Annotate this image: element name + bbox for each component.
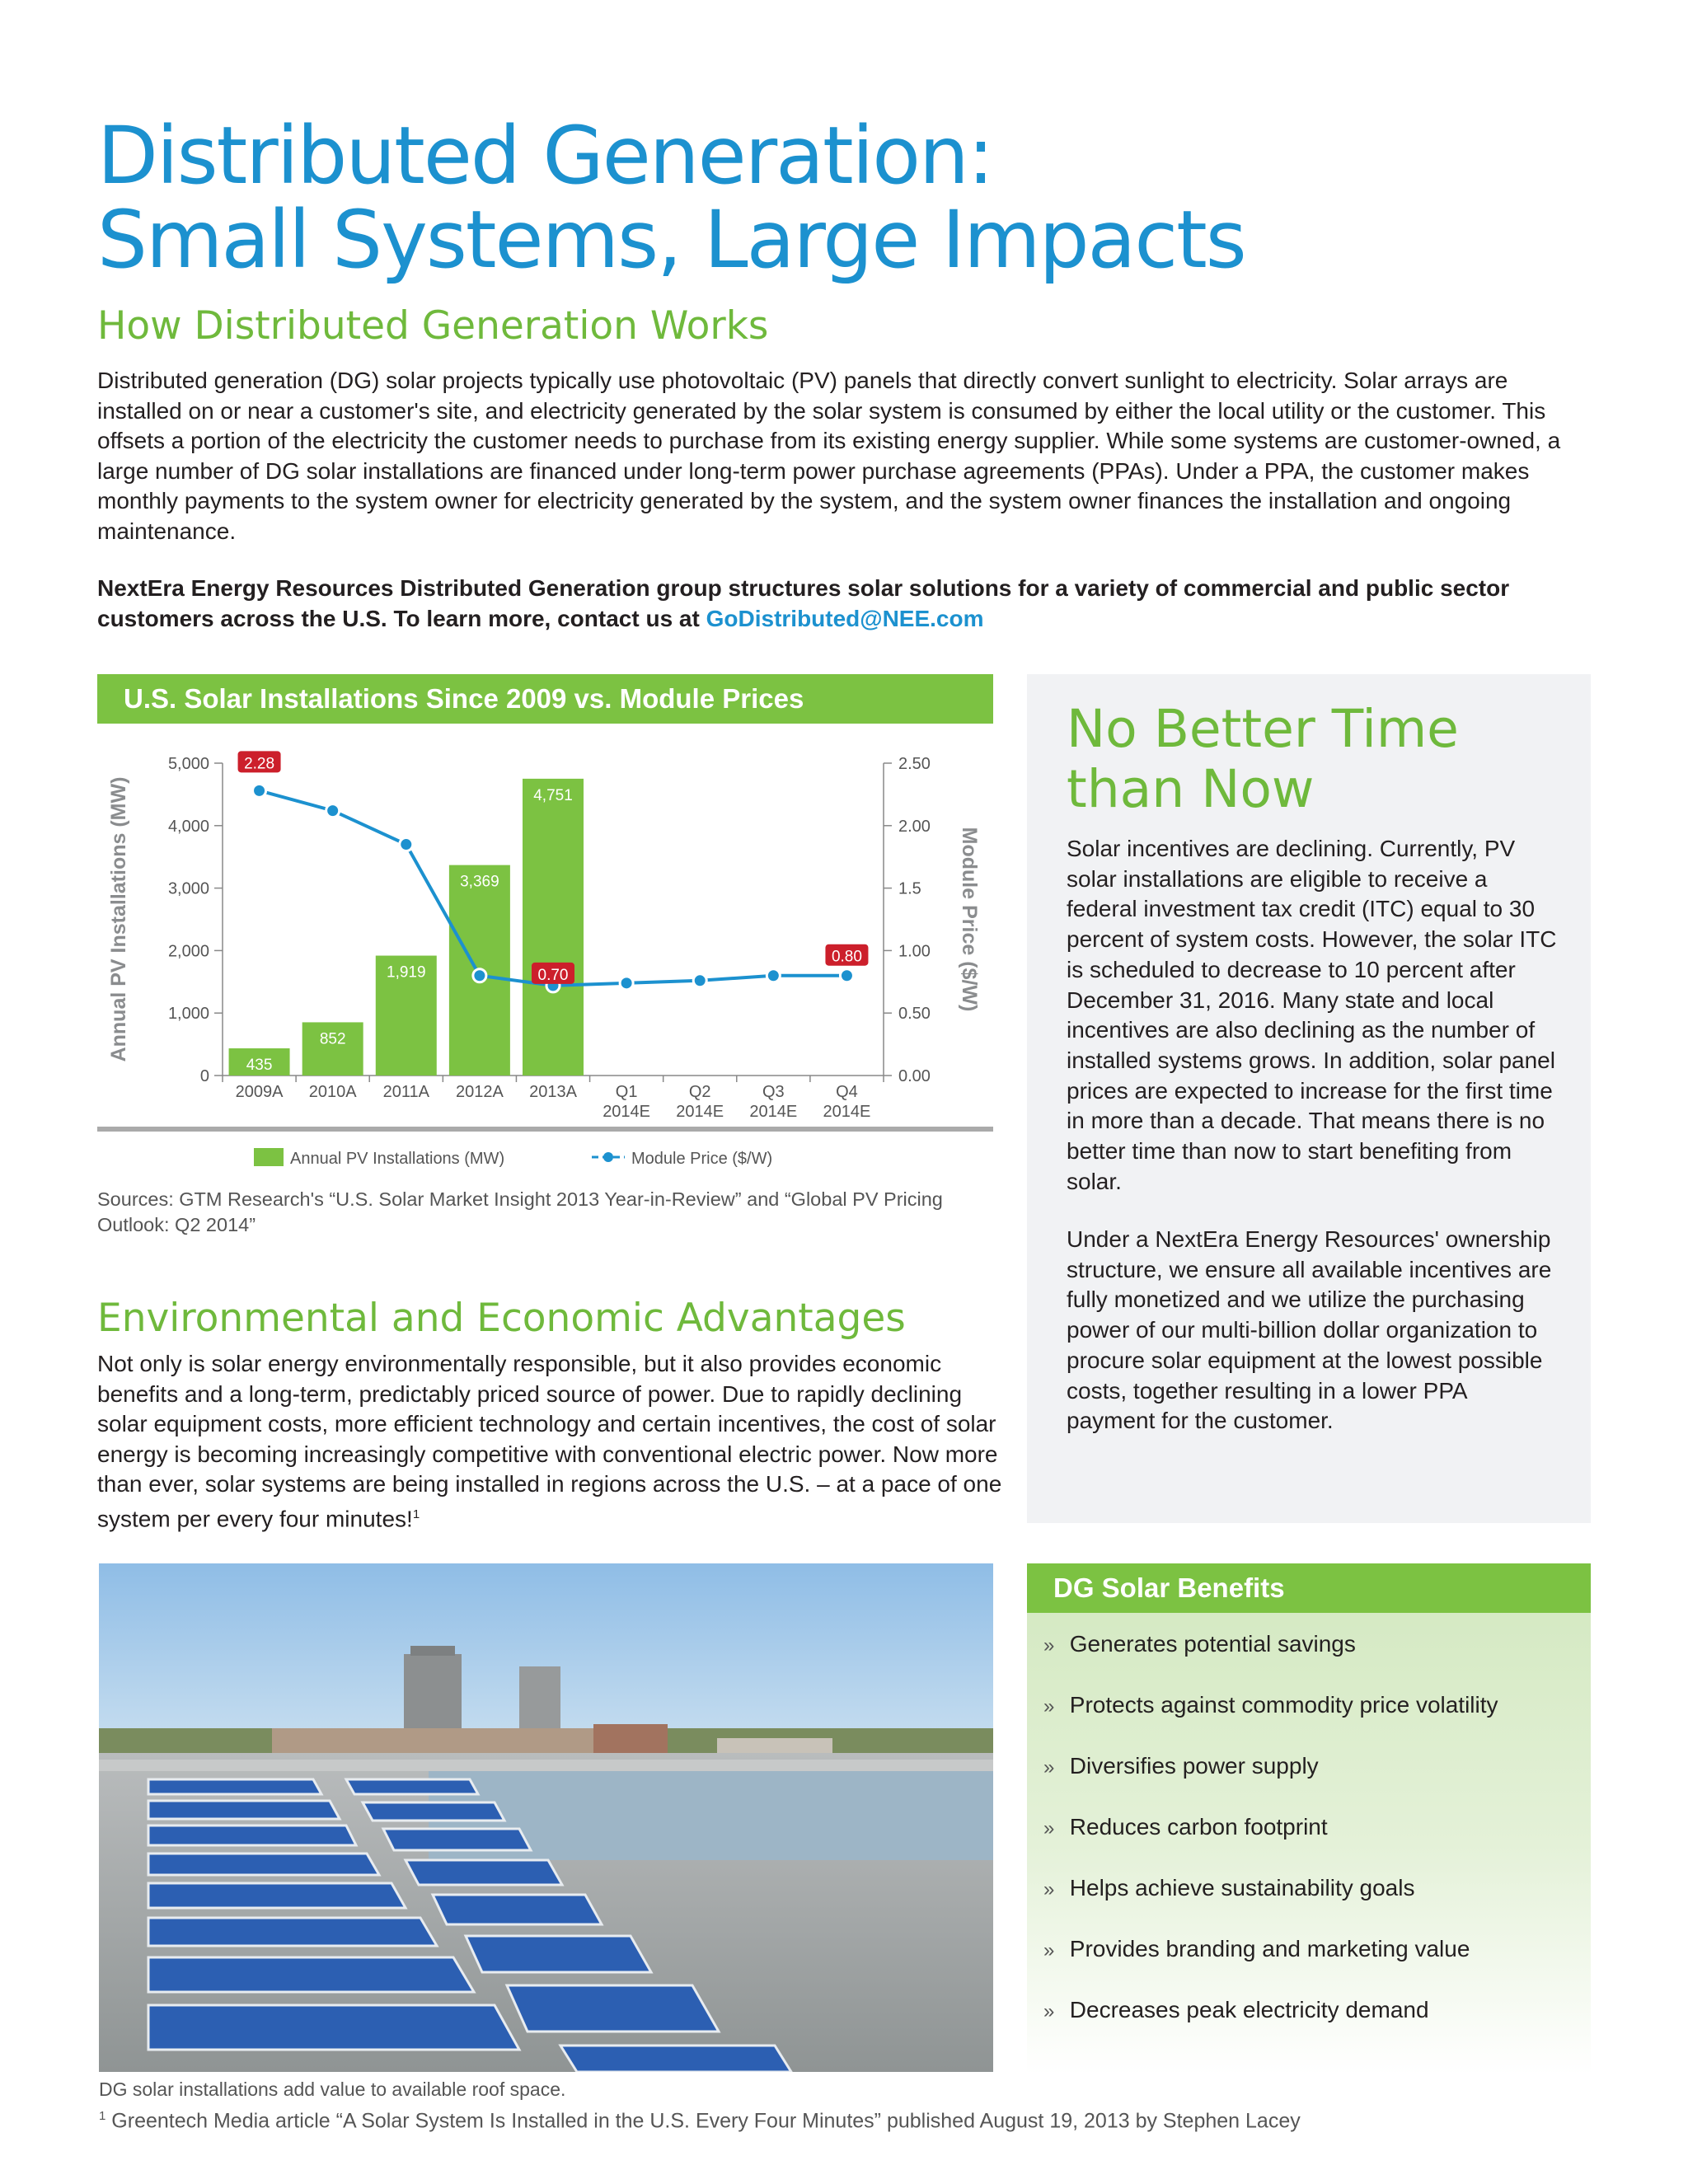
benefit-item: [1043, 1690, 1498, 1722]
installations-price-chart: [97, 725, 993, 1170]
legend-line-label: Module Price ($/W): [631, 1150, 773, 1168]
right-tick-label: 1.5: [898, 879, 921, 898]
bullet-icon: »: [1043, 1756, 1055, 1779]
price-point: [253, 784, 266, 797]
bullet-icon: »: [1043, 1878, 1055, 1900]
right-axis-title: Module Price ($/W): [958, 827, 981, 1012]
bar-value-label: 435: [246, 1057, 273, 1075]
legend-line-marker: [603, 1152, 613, 1162]
x-tick-label: 2012A: [455, 1083, 504, 1101]
bullet-icon: »: [1043, 1634, 1055, 1657]
bar-value-label: 852: [319, 1030, 346, 1048]
price-callout-label: 0.80: [831, 948, 862, 966]
benefit-item: [1043, 1812, 1328, 1844]
bullet-icon: »: [1043, 1817, 1055, 1840]
benefit-text: Decreases peak electricity demand: [1069, 1997, 1429, 2022]
page-title: [97, 110, 1245, 286]
right-tick-label: 1.00: [898, 942, 931, 961]
bullet-icon: »: [1043, 1695, 1055, 1718]
benefit-text: Generates potential savings: [1069, 1631, 1356, 1657]
benefit-item: [1043, 1934, 1470, 1966]
how-body: Distributed generation (DG) solar projects typically use photovoltaic (PV) panels that directly convert sunlight to electricity. Solar arrays are installed on or near a customer's site, and electricity generated by the solar system is consumed by either the local utility or the customer. This offsets a portion of the electricity the customer needs to purchase from its existing energy supplier. While some systems are customer-owned, a large number of DG solar installations are financed under long-term power purchase agreements (PPAs). Under a PPA, the customer makes monthly payments to the system owner for electricity generated by the system, and the system owner finances the installation and ongoing maintenance.: [97, 368, 1561, 544]
title-line-1: Distributed Generation:: [97, 110, 993, 202]
price-point: [767, 969, 780, 982]
chart-sources: Sources: GTM Research's “U.S. Solar Market Insight 2013 Year-in-Review” and “Global PV Pricing Outlook: Q2 2014”: [97, 1188, 943, 1235]
benefit-text: Protects against commodity price volatility: [1069, 1692, 1498, 1718]
benefits-panel: [1027, 1563, 1591, 2074]
env-heading: Environmental and Economic Advantages: [97, 1296, 906, 1341]
price-callout-label: 2.28: [244, 755, 275, 773]
installation-bar: [523, 779, 584, 1076]
left-tick-label: 1,000: [167, 1005, 209, 1024]
x-tick-label: 2009A: [235, 1083, 284, 1101]
env-footnote-mark: 1: [412, 1507, 420, 1521]
left-tick-label: 3,000: [167, 879, 209, 898]
footnote-text: Greentech Media article “A Solar System Is Installed in the U.S. Every Four Minutes” published August 19, 2013 by Stephen Lacey: [111, 2109, 1301, 2133]
legend-bar-label: Annual PV Installations (MW): [290, 1150, 505, 1168]
bar-value-label: 1,919: [387, 963, 426, 982]
right-tick-label: 2.50: [898, 755, 931, 773]
left-tick-label: 0: [199, 1067, 209, 1085]
left-axis-title: Annual PV Installations (MW): [107, 776, 130, 1062]
side-heading-line-1: No Better Time: [1067, 699, 1459, 759]
email-link[interactable]: GoDistributed@NEE.com: [706, 605, 984, 631]
x-tick-label: 2011A: [382, 1083, 429, 1101]
right-tick-label: 0.00: [898, 1067, 931, 1085]
x-tick-label: 2013A: [529, 1083, 577, 1101]
benefit-text: Reduces carbon footprint: [1069, 1814, 1328, 1840]
x-tick-label: Q1: [615, 1083, 638, 1101]
price-callout-label: 0.70: [537, 966, 569, 984]
side-paragraph-2: Under a NextEra Energy Resources' ownership structure, we ensure all available incentives are fully monetized and we utilize the purchasing power of our multi-billion dollar organization to procure solar equipment at the lowest possible costs, together resulting in a lower PPA payment for the customer.: [1067, 1226, 1552, 1434]
x-tick-label: 2014E: [749, 1103, 798, 1121]
price-point: [473, 969, 486, 982]
legend-bar-swatch: [254, 1148, 284, 1166]
x-tick-label: 2014E: [823, 1103, 871, 1121]
env-body-text: Not only is solar energy environmentally responsible, but it also provides economic benefits and a long-term, predictably priced source of power. Due to rapidly declining solar equipment costs, more efficient technology and certain incentives, the cost of solar energy is becoming increasingly competitive with conventional electric power. Now more than ever, solar systems are being installed in regions across the U.S. – at a pace of one system per every four minutes!: [97, 1351, 1002, 1531]
benefit-item: [1043, 1873, 1414, 1905]
side-heading-line-2: than Now: [1067, 759, 1315, 819]
bar-value-label: 4,751: [533, 786, 573, 804]
left-tick-label: 2,000: [167, 942, 209, 961]
x-tick-label: Q3: [762, 1083, 785, 1101]
x-tick-label: Q2: [688, 1083, 711, 1101]
x-tick-label: Q4: [836, 1083, 858, 1101]
benefit-text: Provides branding and marketing value: [1069, 1936, 1470, 1961]
price-point: [326, 804, 340, 818]
photo-caption: DG solar installations add value to available roof space.: [99, 2079, 566, 2100]
price-point: [620, 977, 633, 990]
benefit-text: Helps achieve sustainability goals: [1069, 1875, 1415, 1900]
contact-text: NextEra Energy Resources Distributed Generation group structures solar solutions for a variety of commercial and public sector customers across the U.S. To learn more, contact us at: [97, 575, 1510, 631]
benefit-item: [1043, 1995, 1429, 2027]
x-tick-label: 2014E: [603, 1103, 651, 1121]
right-tick-label: 2.00: [898, 817, 931, 836]
left-tick-label: 4,000: [167, 817, 209, 836]
chart-header: U.S. Solar Installations Since 2009 vs. Module Prices: [97, 674, 993, 724]
contact-paragraph: [97, 574, 1573, 634]
bullet-icon: »: [1043, 2000, 1055, 2022]
right-tick-label: 0.50: [898, 1005, 931, 1024]
side-paragraph-1: Solar incentives are declining. Currently, PV solar installations are eligible to receive a federal investment tax credit (ITC) equal to 30 percent of system costs. However, the solar ITC is scheduled to decrease to 10 percent after December 31, 2016. Many state and local incentives are also declining as the number of installed systems grows. In addition, solar panel prices are expected to increase for the first time in more than a decade. That means there is no better time than now to start benefiting from solar.: [1067, 836, 1557, 1194]
env-body: [97, 1349, 1004, 1534]
title-line-2: Small Systems, Large Impacts: [97, 194, 1245, 286]
bar-value-label: 3,369: [460, 873, 499, 891]
footnote: [99, 2109, 1301, 2133]
rooftop-solar-photo: [99, 1563, 993, 2072]
benefit-text: Diversifies power supply: [1069, 1753, 1319, 1779]
bullet-icon: »: [1043, 1939, 1055, 1961]
left-tick-label: 5,000: [167, 755, 209, 773]
benefit-item: [1043, 1629, 1356, 1661]
x-tick-label: 2014E: [676, 1103, 724, 1121]
benefits-header: DG Solar Benefits: [1027, 1563, 1591, 1613]
price-point: [693, 974, 706, 987]
how-heading: How Distributed Generation Works: [97, 303, 769, 349]
side-heading: [1067, 699, 1459, 819]
price-point: [400, 838, 413, 851]
benefit-item: [1043, 1751, 1319, 1783]
price-point: [840, 969, 853, 982]
footnote-mark: 1: [99, 2109, 106, 2123]
x-tick-label: 2010A: [308, 1083, 357, 1101]
